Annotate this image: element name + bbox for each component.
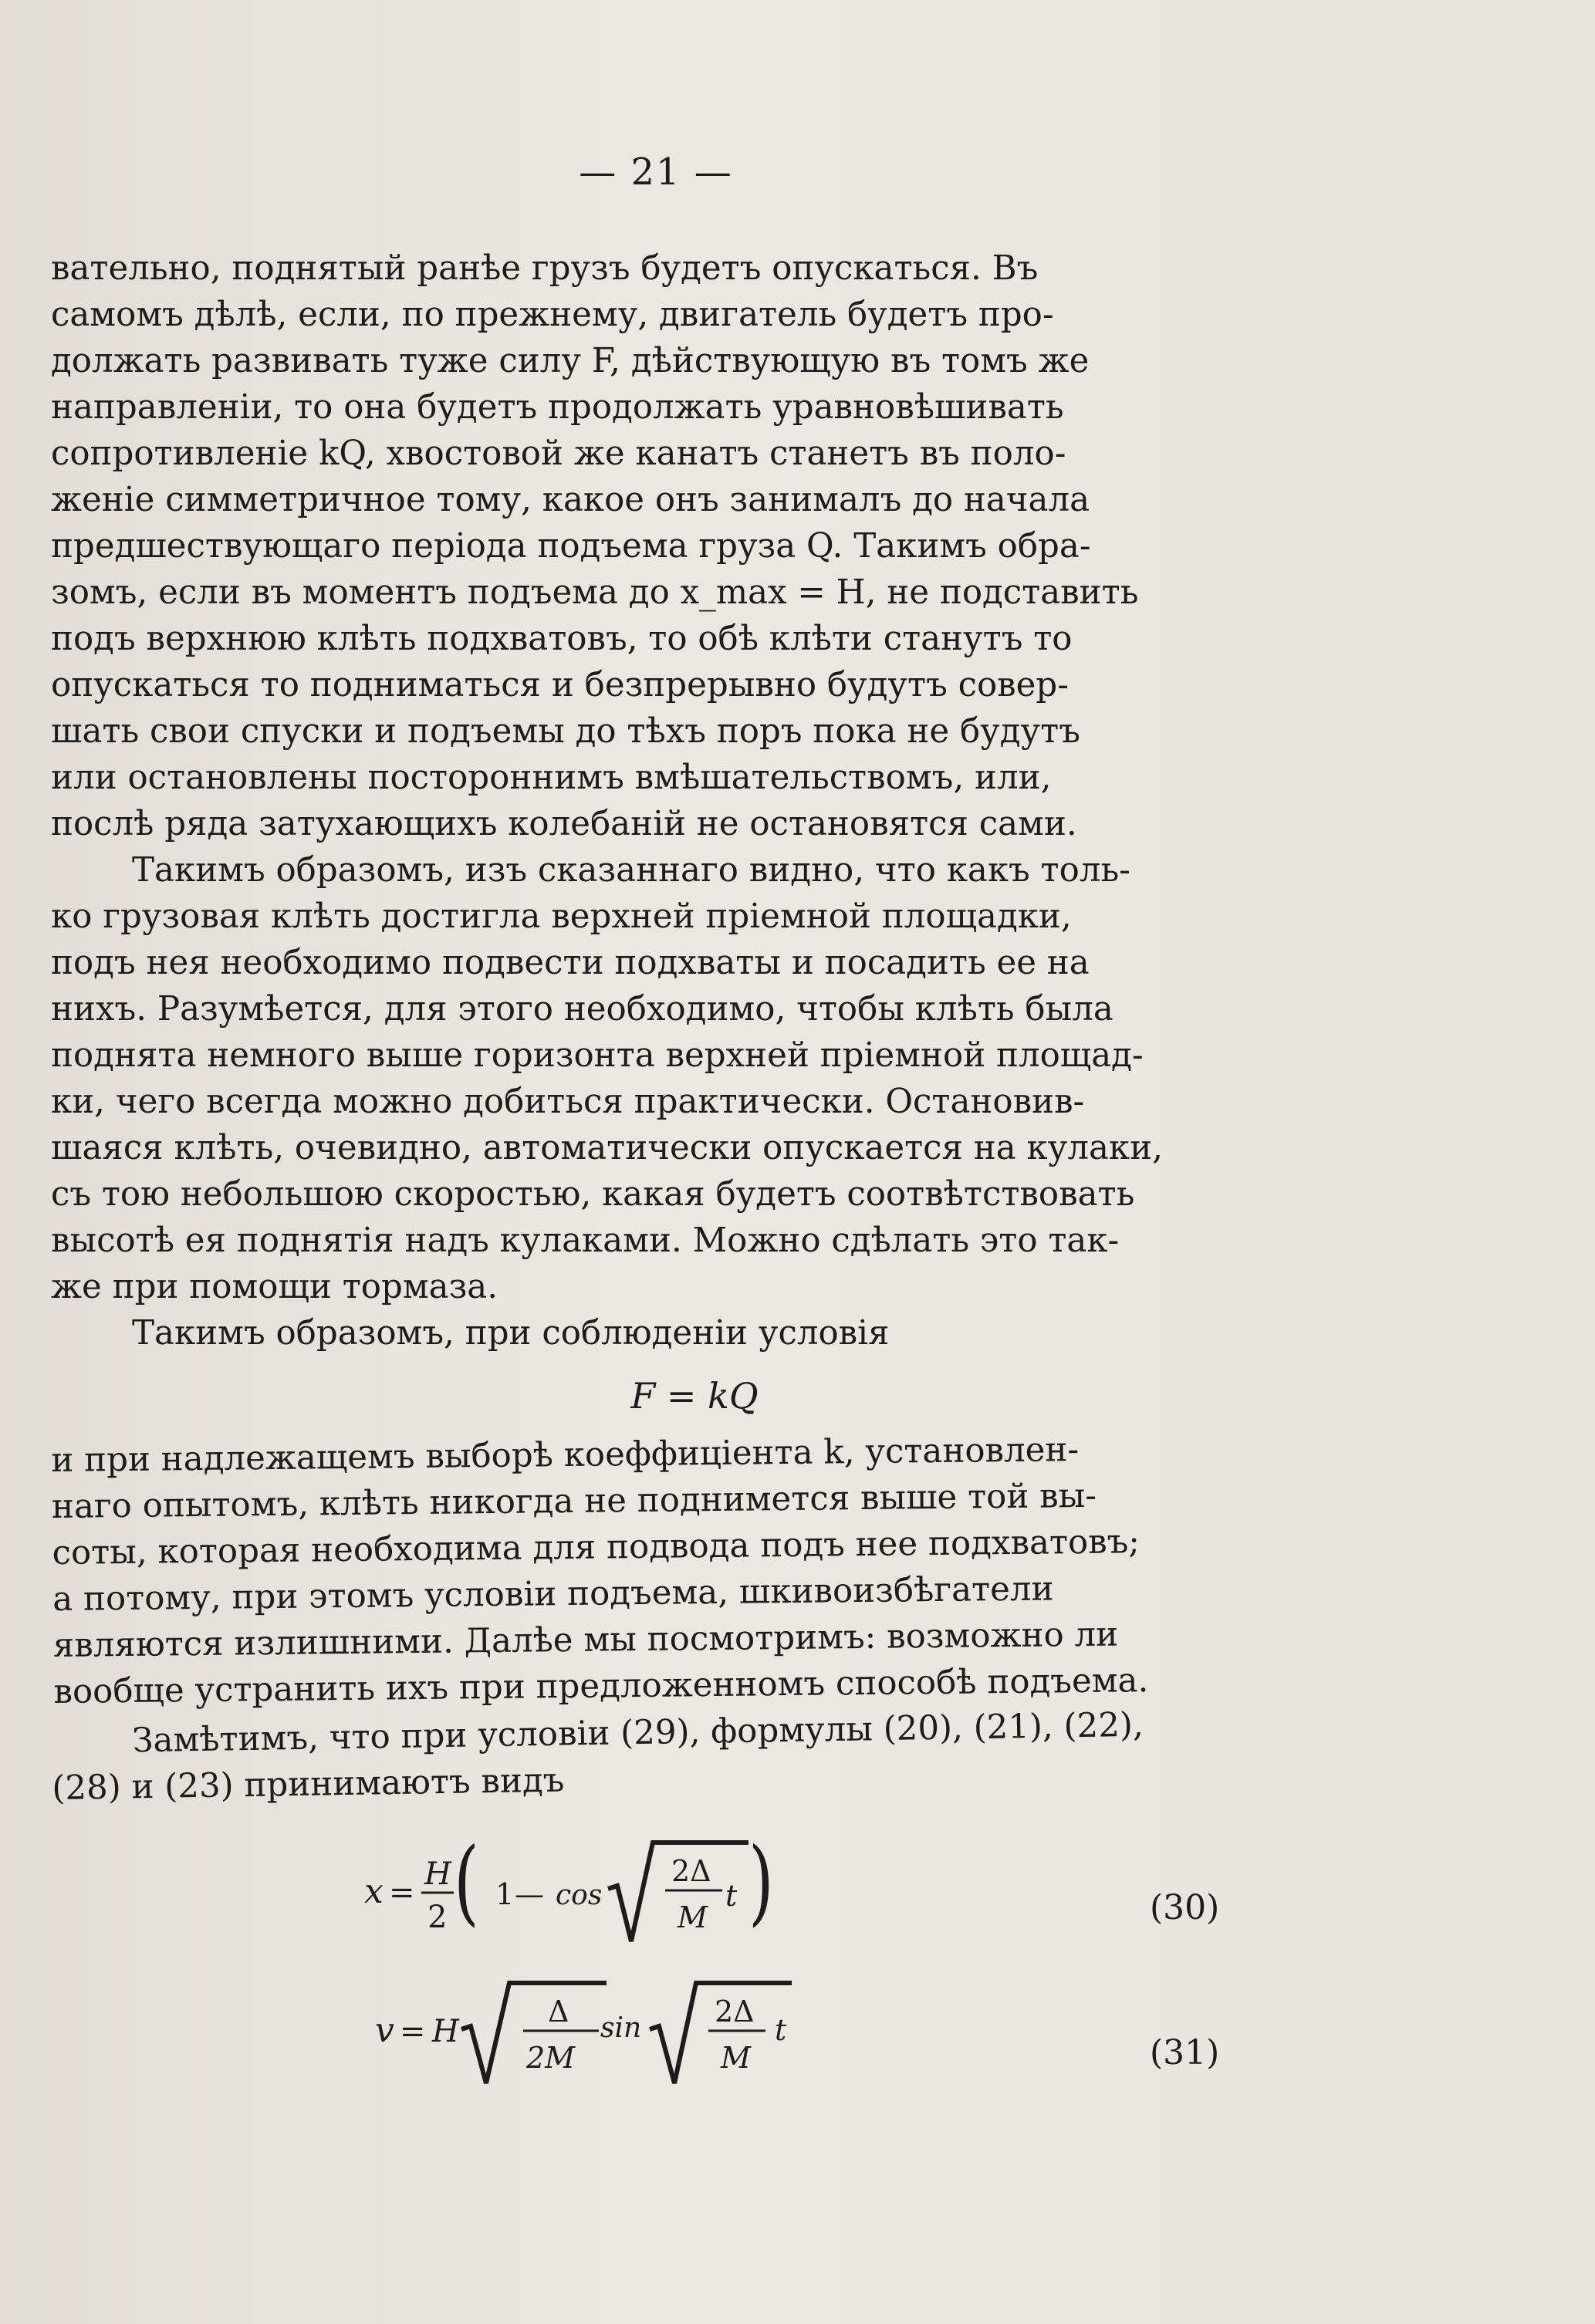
text-line: самомъ дѣлѣ, если, по прежнему, двигатель будетъ про- [51,296,1054,334]
text-line: ки, чего всегда можно добиться практически. Остановив- [51,1083,1085,1121]
text-line: шаяся клѣть, очевидно, автоматически опускается на кулаки, [51,1129,1163,1167]
text-line: нихъ. Разумѣется, для этого необходимо, чтобы клѣть была [51,990,1113,1029]
svg-text:(: ( [454,1836,479,1936]
paragraph-lift-cage [51,847,1255,1310]
text-line: направленіи, то она будетъ продолжать уравновѣшивать [51,388,1064,427]
paragraph-formulas-intro [51,1700,1256,1811]
paragraph-coefficient [51,1425,1258,1715]
equation-30 [363,1836,949,1952]
paragraph-continuation [51,245,1255,847]
equation-31 [363,1975,949,2091]
equation-30-number: (30) [1150,1888,1220,1927]
svg-text:=: = [389,1875,415,1910]
paragraph-condition-intro [51,1310,1255,1356]
text-line: шать свои спуски и подъемы до тѣхъ поръ пока не будутъ [51,712,1080,751]
text-line: вообще устранить ихъ при предложенномъ способѣ подъема. [53,1661,1149,1711]
svg-text:=: = [400,2014,426,2049]
text-line: поднята немного выше горизонта верхней пріемной площад- [51,1036,1144,1075]
svg-text:): ) [749,1836,774,1936]
eq31-rad2-den: M [721,2041,751,2075]
eq30-numerator: H [424,1856,451,1892]
eq31-var: t [775,2013,787,2047]
text-line: опускаться то подниматься и безпрерывно будутъ совер- [51,666,1069,704]
text-line: послѣ ряда затухающихъ колебаній не остановятся сами. [51,805,1077,843]
eq30-denominator: 2 [427,1900,448,1935]
eq31-rad1-num: Δ [548,1995,569,2028]
eq31-coef: H [432,2014,459,2049]
text-line: съ тою небольшою скоростью, какая будетъ соотвѣтствовать [51,1175,1135,1214]
text-line: высотѣ ея поднятія надъ кулаками. Можно сдѣлать это так- [51,1221,1120,1260]
page-number: — 21 — [579,150,733,194]
eq31-rad1-den: 2M [526,2041,576,2075]
text-line: Замѣтимъ, что при условіи (29), формулы (20), (21), (22), [132,1705,1144,1761]
eq30-var: t [725,1879,738,1913]
text-line: (28) и (23) принимаютъ видъ [52,1761,565,1808]
text-line: предшествующаго періода подъема груза Q. Такимъ обра- [51,527,1091,566]
text-line: Такимъ образомъ, при соблюденіи условія [132,1314,890,1353]
equation-31-number: (31) [1150,2033,1220,2072]
text-line: же при помощи тормаза. [51,1268,498,1306]
eq31-rad2-num: 2Δ [715,1995,755,2028]
text-line: женіе симметричное тому, какое онъ занималъ до начала [51,481,1090,519]
condition-formula: F = kQ [630,1375,759,1417]
eq30-rad-num: 2Δ [671,1854,711,1888]
text-line: Такимъ образомъ, изъ сказаннаго видно, что какъ толь- [132,851,1130,890]
eq30-lhs: x [364,1872,384,1911]
text-line: подъ верхнюю клѣть подхватовъ, то обѣ клѣти станутъ то [51,620,1073,658]
text-line: наго опытомъ, клѣть никогда не поднимется выше той вы- [51,1476,1097,1526]
text-line: зомъ, если въ моментъ подъема до x_max = H, не подставить [51,573,1139,612]
eq30-one: 1 [495,1877,515,1911]
text-line: и при надлежащемъ выборѣ коеффиціента k, установлен- [51,1431,1080,1480]
text-line: должать развивать туже силу F, дѣйствующую въ томъ же [51,342,1090,380]
eq30-minus: — [515,1877,544,1911]
eq31-lhs: v [375,2011,394,2050]
text-line: сопротивленіе kQ, хвостовой же канатъ станетъ въ поло- [51,434,1066,473]
eq31-func: sin [600,2012,642,2044]
text-line: являются излишними. Далѣе мы посмотримъ: возможно ли [52,1615,1119,1665]
eq30-rad-den: M [678,1900,708,1934]
text-line: подъ нея необходимо подвести подхваты и посадить ее на [51,944,1090,982]
text-line: ко грузовая клѣть достигла верхней пріемной площадки, [51,897,1072,936]
text-line: или остановлены постороннимъ вмѣшательствомъ, или, [51,758,1052,797]
eq30-func: cos [556,1880,603,1911]
text-line: а потому, при этомъ условіи подъема, шкивоизбѣгатели [52,1569,1054,1619]
text-line: вательно, поднятый ранѣе грузъ будетъ опускаться. Въ [51,249,1039,288]
text-line: соты, которая необходима для подвода подъ нее подхватовъ; [52,1522,1140,1572]
